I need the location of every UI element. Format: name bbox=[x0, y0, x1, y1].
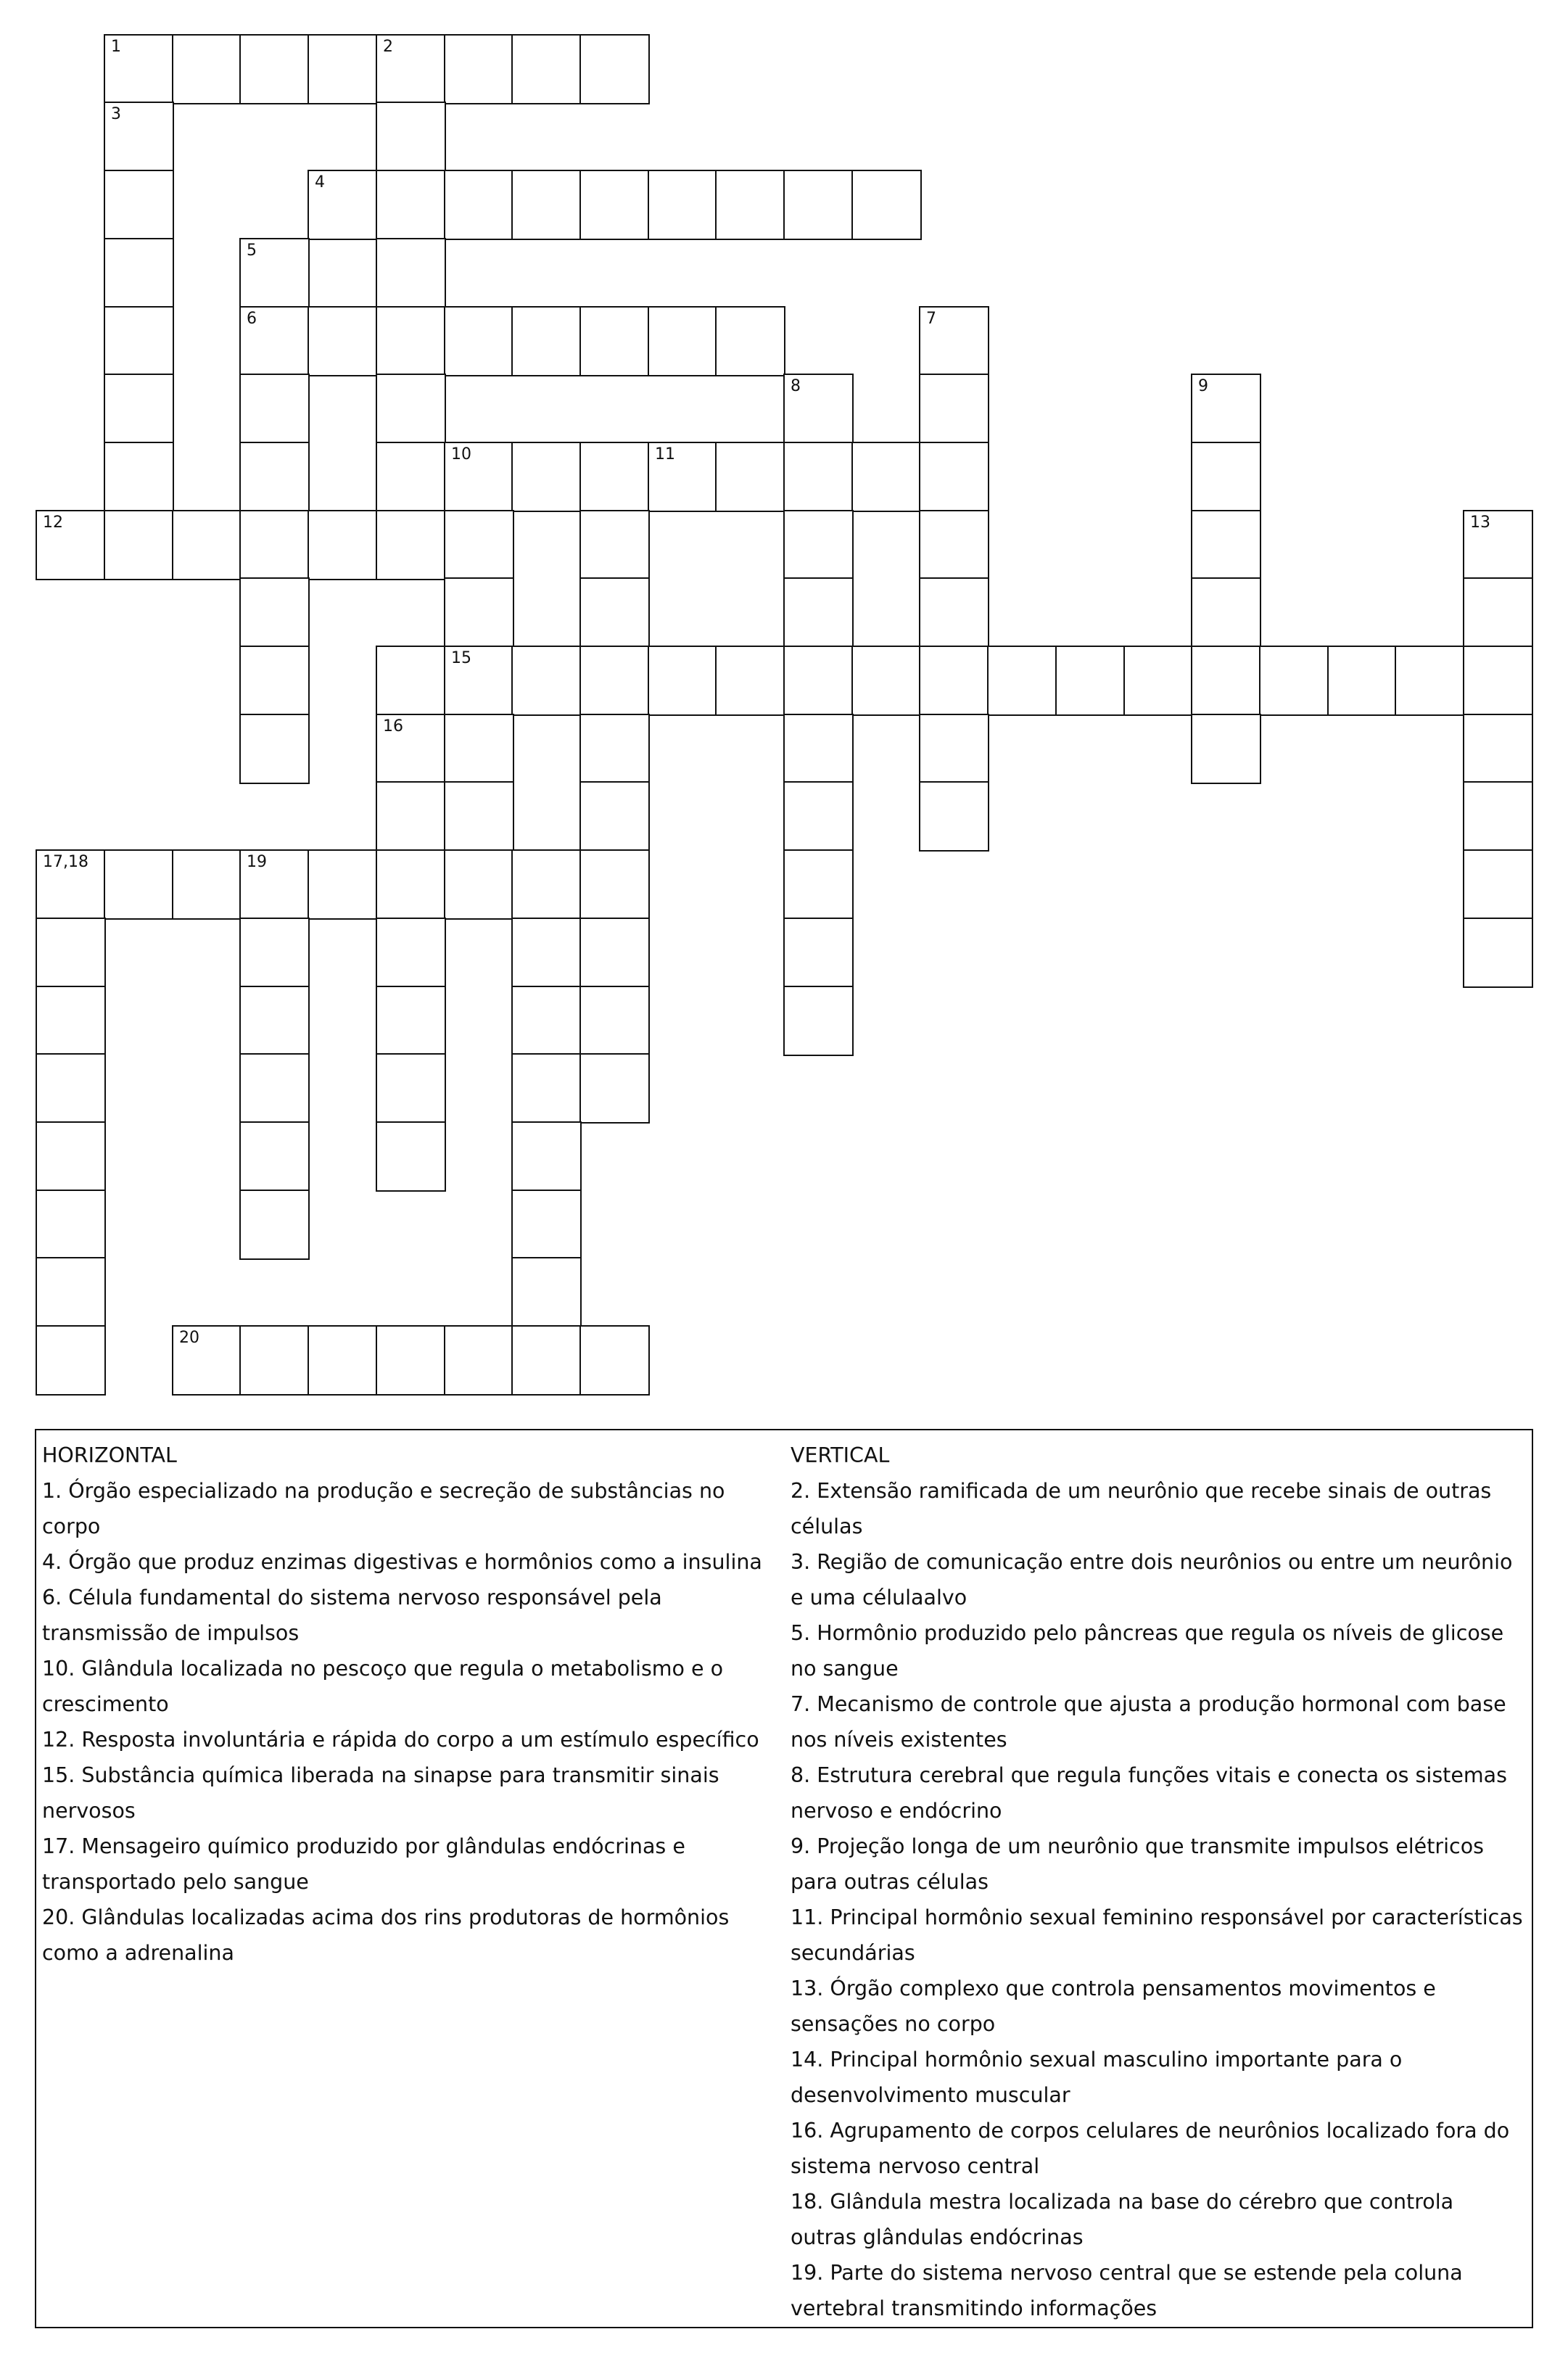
crossword-cell[interactable] bbox=[648, 170, 718, 240]
clue-v-8: 8. Estrutura cerebral que regula funções vitais e conecta os sistemas nervoso e endócrino bbox=[791, 1763, 1507, 1823]
crossword-cell[interactable] bbox=[511, 442, 582, 512]
crossword-cell[interactable] bbox=[511, 170, 582, 240]
crossword-cell[interactable] bbox=[376, 1121, 446, 1192]
clue-v-3: 3. Região de comunicação entre dois neurônios ou entre um neurônio e uma célulaalvo bbox=[791, 1550, 1513, 1609]
crossword-cell[interactable] bbox=[783, 646, 854, 716]
crossword-cell[interactable] bbox=[239, 34, 310, 104]
crossword-cell[interactable] bbox=[919, 577, 989, 648]
clue-h-6: 6. Célula fundamental do sistema nervoso responsável pela transmissão de impulsos bbox=[42, 1586, 662, 1645]
clue-h-12: 12. Resposta involuntária e rápida do corpo a um estímulo específico bbox=[42, 1728, 759, 1752]
crossword-cell[interactable] bbox=[579, 986, 650, 1056]
clue-h-20: 20. Glândulas localizadas acima dos rins produtoras de hormônios como a adrenalina bbox=[42, 1905, 730, 1965]
crossword-cell[interactable] bbox=[36, 1121, 106, 1192]
vertical-title: VERTICAL bbox=[791, 1443, 890, 1467]
crossword-cell[interactable] bbox=[919, 714, 989, 784]
crossword-cell[interactable] bbox=[1463, 577, 1533, 648]
crossword-cell[interactable] bbox=[579, 1053, 650, 1124]
crossword-cell[interactable] bbox=[783, 170, 854, 240]
clue-number: 17,18 bbox=[43, 853, 88, 871]
clue-h-4: 4. Órgão que produz enzimas digestivas e hormônios como a insulina bbox=[42, 1550, 762, 1574]
crossword-cell[interactable] bbox=[511, 918, 582, 988]
crossword-cell[interactable] bbox=[308, 170, 378, 240]
clue-h-1: 1. Órgão especializado na produção e secreção de substâncias no corpo bbox=[42, 1479, 725, 1538]
crossword-cell[interactable] bbox=[851, 646, 922, 716]
crossword-cell[interactable] bbox=[715, 442, 785, 512]
crossword-cell[interactable] bbox=[1191, 714, 1261, 784]
crossword-cell[interactable] bbox=[1191, 646, 1261, 716]
crossword-cell[interactable] bbox=[104, 238, 174, 308]
crossword-cell[interactable] bbox=[987, 646, 1057, 716]
crossword-cell[interactable] bbox=[104, 34, 174, 104]
crossword-cell[interactable] bbox=[579, 918, 650, 988]
crossword-cell[interactable] bbox=[511, 1121, 582, 1192]
crossword-cell[interactable] bbox=[919, 374, 989, 444]
crossword-cell[interactable] bbox=[444, 510, 514, 580]
crossword-cell[interactable] bbox=[579, 714, 650, 784]
crossword-cell[interactable] bbox=[783, 781, 854, 852]
crossword-cell[interactable] bbox=[239, 646, 310, 716]
crossword-cell[interactable] bbox=[36, 986, 106, 1056]
crossword-cell[interactable] bbox=[783, 714, 854, 784]
crossword-cell[interactable] bbox=[511, 849, 582, 920]
crossword-cell[interactable] bbox=[376, 986, 446, 1056]
crossword-cell[interactable] bbox=[1463, 714, 1533, 784]
crossword-cell[interactable] bbox=[239, 510, 310, 580]
clue-h-15: 15. Substância química liberada na sinapse para transmitir sinais nervosos bbox=[42, 1763, 719, 1823]
crossword-cell[interactable] bbox=[376, 849, 446, 920]
crossword-cell[interactable] bbox=[648, 442, 718, 512]
crossword-cell[interactable] bbox=[579, 1325, 650, 1396]
crossword-cell[interactable] bbox=[239, 714, 310, 784]
crossword-cell[interactable] bbox=[172, 849, 242, 920]
crossword-cell[interactable] bbox=[1259, 646, 1329, 716]
crossword-cell[interactable] bbox=[239, 238, 310, 308]
crossword-cell[interactable] bbox=[579, 849, 650, 920]
crossword-cell[interactable] bbox=[36, 1257, 106, 1327]
crossword-cell[interactable] bbox=[104, 102, 174, 172]
clue-v-14: 14. Principal hormônio sexual masculino importante para o desenvolvimento muscular bbox=[791, 2048, 1403, 2107]
crossword-cell[interactable] bbox=[579, 781, 650, 852]
crossword-cell[interactable] bbox=[851, 442, 922, 512]
crossword-cell[interactable] bbox=[1191, 374, 1261, 444]
crossword-cell[interactable] bbox=[1463, 646, 1533, 716]
crossword-cell[interactable] bbox=[36, 510, 106, 580]
crossword-cell[interactable] bbox=[239, 306, 310, 376]
crossword-cell[interactable] bbox=[783, 849, 854, 920]
crossword-cell[interactable] bbox=[36, 1325, 106, 1396]
clue-number: 5 bbox=[247, 242, 257, 260]
crossword-cell[interactable] bbox=[919, 306, 989, 376]
clue-number: 20 bbox=[179, 1329, 199, 1347]
crossword-cell[interactable] bbox=[511, 646, 582, 716]
clue-v-19: 19. Parte do sistema nervoso central que se estende pela coluna vertebral transmitindo informações bbox=[791, 2261, 1463, 2320]
clue-v-16: 16. Agrupamento de corpos celulares de neurônios localizado fora do sistema nervoso central bbox=[791, 2119, 1510, 2178]
crossword-cell[interactable] bbox=[444, 442, 514, 512]
crossword-cell[interactable] bbox=[715, 170, 785, 240]
horizontal-title: HORIZONTAL bbox=[42, 1443, 177, 1467]
clue-v-18: 18. Glândula mestra localizada na base do cérebro que controla outras glândulas endócrinas bbox=[791, 2190, 1454, 2249]
horizontal-clues bbox=[42, 1438, 785, 1971]
crossword-cell[interactable] bbox=[376, 374, 446, 444]
crossword-cell[interactable] bbox=[444, 781, 514, 852]
clue-v-5: 5. Hormônio produzido pelo pâncreas que regula os níveis de glicose no sangue bbox=[791, 1621, 1504, 1681]
crossword-cell[interactable] bbox=[919, 442, 989, 512]
crossword-cell[interactable] bbox=[308, 510, 378, 580]
crossword-cell[interactable] bbox=[579, 646, 650, 716]
crossword-cell[interactable] bbox=[783, 442, 854, 512]
clue-number: 3 bbox=[111, 105, 121, 123]
crossword-cell[interactable] bbox=[648, 306, 718, 376]
crossword-cell[interactable] bbox=[1395, 646, 1465, 716]
crossword-cell[interactable] bbox=[376, 170, 446, 240]
clue-number: 19 bbox=[247, 853, 267, 871]
crossword-cell[interactable] bbox=[444, 1325, 514, 1396]
crossword-cell[interactable] bbox=[376, 442, 446, 512]
clue-number: 8 bbox=[791, 377, 801, 395]
crossword-cell[interactable] bbox=[376, 1325, 446, 1396]
crossword-cell[interactable] bbox=[376, 646, 446, 716]
crossword-cell[interactable] bbox=[1055, 646, 1126, 716]
crossword-cell[interactable] bbox=[36, 1053, 106, 1124]
crossword-cell[interactable] bbox=[104, 170, 174, 240]
clue-number: 6 bbox=[247, 310, 257, 328]
clue-number: 12 bbox=[43, 514, 63, 532]
crossword-cell[interactable] bbox=[239, 1053, 310, 1124]
clue-number: 11 bbox=[655, 445, 675, 463]
crossword-cell[interactable] bbox=[919, 646, 989, 716]
crossword-cell[interactable] bbox=[104, 510, 174, 580]
clue-number: 9 bbox=[1198, 377, 1208, 395]
crossword-cell[interactable] bbox=[308, 1325, 378, 1396]
vertical-clues bbox=[791, 1438, 1523, 2326]
crossword-cell[interactable] bbox=[444, 170, 514, 240]
crossword-cell[interactable] bbox=[783, 510, 854, 580]
crossword-cell[interactable] bbox=[511, 1190, 582, 1260]
crossword-cell[interactable] bbox=[579, 306, 650, 376]
clue-h-10: 10. Glândula localizada no pescoço que regula o metabolismo e o crescimento bbox=[42, 1657, 724, 1716]
crossword-cell[interactable] bbox=[376, 781, 446, 852]
crossword-cell[interactable] bbox=[511, 306, 582, 376]
crossword-cell[interactable] bbox=[715, 306, 785, 376]
clue-h-17: 17. Mensageiro químico produzido por glândulas endócrinas e transportado pelo sangue bbox=[42, 1834, 685, 1894]
crossword-cell[interactable] bbox=[376, 102, 446, 172]
crossword-cell[interactable] bbox=[851, 170, 922, 240]
crossword-cell[interactable] bbox=[239, 1325, 310, 1396]
clue-number: 15 bbox=[451, 649, 471, 667]
crossword-cell[interactable] bbox=[648, 646, 718, 716]
clue-number: 4 bbox=[315, 173, 325, 191]
crossword-cell[interactable] bbox=[919, 510, 989, 580]
crossword-cell[interactable] bbox=[172, 1325, 242, 1396]
clue-v-9: 9. Projeção longa de um neurônio que transmite impulsos elétricos para outras células bbox=[791, 1834, 1484, 1894]
crossword-cell[interactable] bbox=[1191, 510, 1261, 580]
crossword-cell[interactable] bbox=[579, 170, 650, 240]
crossword-cell[interactable] bbox=[376, 714, 446, 784]
crossword-cell[interactable] bbox=[308, 306, 378, 376]
crossword-cell[interactable] bbox=[239, 1190, 310, 1260]
crossword-cell[interactable] bbox=[1327, 646, 1398, 716]
crossword-cell[interactable] bbox=[104, 442, 174, 512]
crossword-cell[interactable] bbox=[239, 986, 310, 1056]
clue-number: 7 bbox=[926, 310, 936, 328]
crossword-cell[interactable] bbox=[444, 714, 514, 784]
crossword-cell[interactable] bbox=[376, 238, 446, 308]
crossword-cell[interactable] bbox=[715, 646, 785, 716]
crossword-cell[interactable] bbox=[511, 1325, 582, 1396]
crossword-cell[interactable] bbox=[1123, 646, 1194, 716]
crossword-cell[interactable] bbox=[36, 918, 106, 988]
crossword-cell[interactable] bbox=[783, 374, 854, 444]
clue-number: 10 bbox=[451, 445, 471, 463]
crossword-cell[interactable] bbox=[376, 306, 446, 376]
crossword-cell[interactable] bbox=[783, 918, 854, 988]
clue-v-13: 13. Órgão complexo que controla pensamentos movimentos e sensações no corpo bbox=[791, 1977, 1436, 2036]
crossword-cell[interactable] bbox=[239, 442, 310, 512]
crossword-cell[interactable] bbox=[308, 34, 378, 104]
crossword-cell[interactable] bbox=[1463, 849, 1533, 920]
crossword-cell[interactable] bbox=[1463, 918, 1533, 988]
clue-number: 2 bbox=[383, 38, 393, 56]
clue-number: 16 bbox=[383, 717, 403, 735]
clue-box bbox=[35, 1429, 1533, 2328]
crossword-cell[interactable] bbox=[239, 577, 310, 648]
crossword-cell[interactable] bbox=[444, 646, 514, 716]
crossword-cell[interactable] bbox=[579, 442, 650, 512]
crossword-cell[interactable] bbox=[783, 986, 854, 1056]
crossword-cell[interactable] bbox=[444, 577, 514, 648]
crossword-cell[interactable] bbox=[444, 34, 514, 104]
crossword-cell[interactable] bbox=[579, 34, 650, 104]
crossword-cell[interactable] bbox=[511, 986, 582, 1056]
clue-v-2: 2. Extensão ramificada de um neurônio que recebe sinais de outras células bbox=[791, 1479, 1492, 1538]
crossword-cell[interactable] bbox=[579, 510, 650, 580]
crossword-cell[interactable] bbox=[511, 1257, 582, 1327]
crossword-cell[interactable] bbox=[444, 306, 514, 376]
clue-v-11: 11. Principal hormônio sexual feminino responsável por características secundárias bbox=[791, 1905, 1523, 1965]
crossword-cell[interactable] bbox=[1191, 577, 1261, 648]
clue-v-7: 7. Mecanismo de controle que ajusta a produção hormonal com base nos níveis existentes bbox=[791, 1692, 1506, 1752]
crossword-cell[interactable] bbox=[172, 510, 242, 580]
crossword-cell[interactable] bbox=[104, 374, 174, 444]
crossword-cell[interactable] bbox=[104, 306, 174, 376]
crossword-cell[interactable] bbox=[511, 34, 582, 104]
crossword-cell[interactable] bbox=[1463, 781, 1533, 852]
crossword-cell[interactable] bbox=[172, 34, 242, 104]
clue-number: 13 bbox=[1470, 514, 1490, 532]
crossword-cell[interactable] bbox=[239, 374, 310, 444]
crossword-cell[interactable] bbox=[376, 918, 446, 988]
crossword-cell[interactable] bbox=[376, 34, 446, 104]
crossword-cell[interactable] bbox=[36, 849, 106, 920]
crossword-cell[interactable] bbox=[376, 510, 446, 580]
crossword-cell[interactable] bbox=[579, 577, 650, 648]
crossword-cell[interactable] bbox=[239, 918, 310, 988]
crossword-cell[interactable] bbox=[239, 849, 310, 920]
crossword-cell[interactable] bbox=[308, 849, 378, 920]
crossword-cell[interactable] bbox=[376, 1053, 446, 1124]
crossword-cell[interactable] bbox=[919, 781, 989, 852]
crossword-cell[interactable] bbox=[239, 1121, 310, 1192]
crossword-cell[interactable] bbox=[511, 1053, 582, 1124]
crossword-cell[interactable] bbox=[783, 577, 854, 648]
crossword-cell[interactable] bbox=[1191, 442, 1261, 512]
crossword-cell[interactable] bbox=[36, 1190, 106, 1260]
crossword-cell[interactable] bbox=[104, 849, 174, 920]
crossword-cell[interactable] bbox=[444, 849, 514, 920]
crossword-cell[interactable] bbox=[1463, 510, 1533, 580]
clue-number: 1 bbox=[111, 38, 121, 56]
